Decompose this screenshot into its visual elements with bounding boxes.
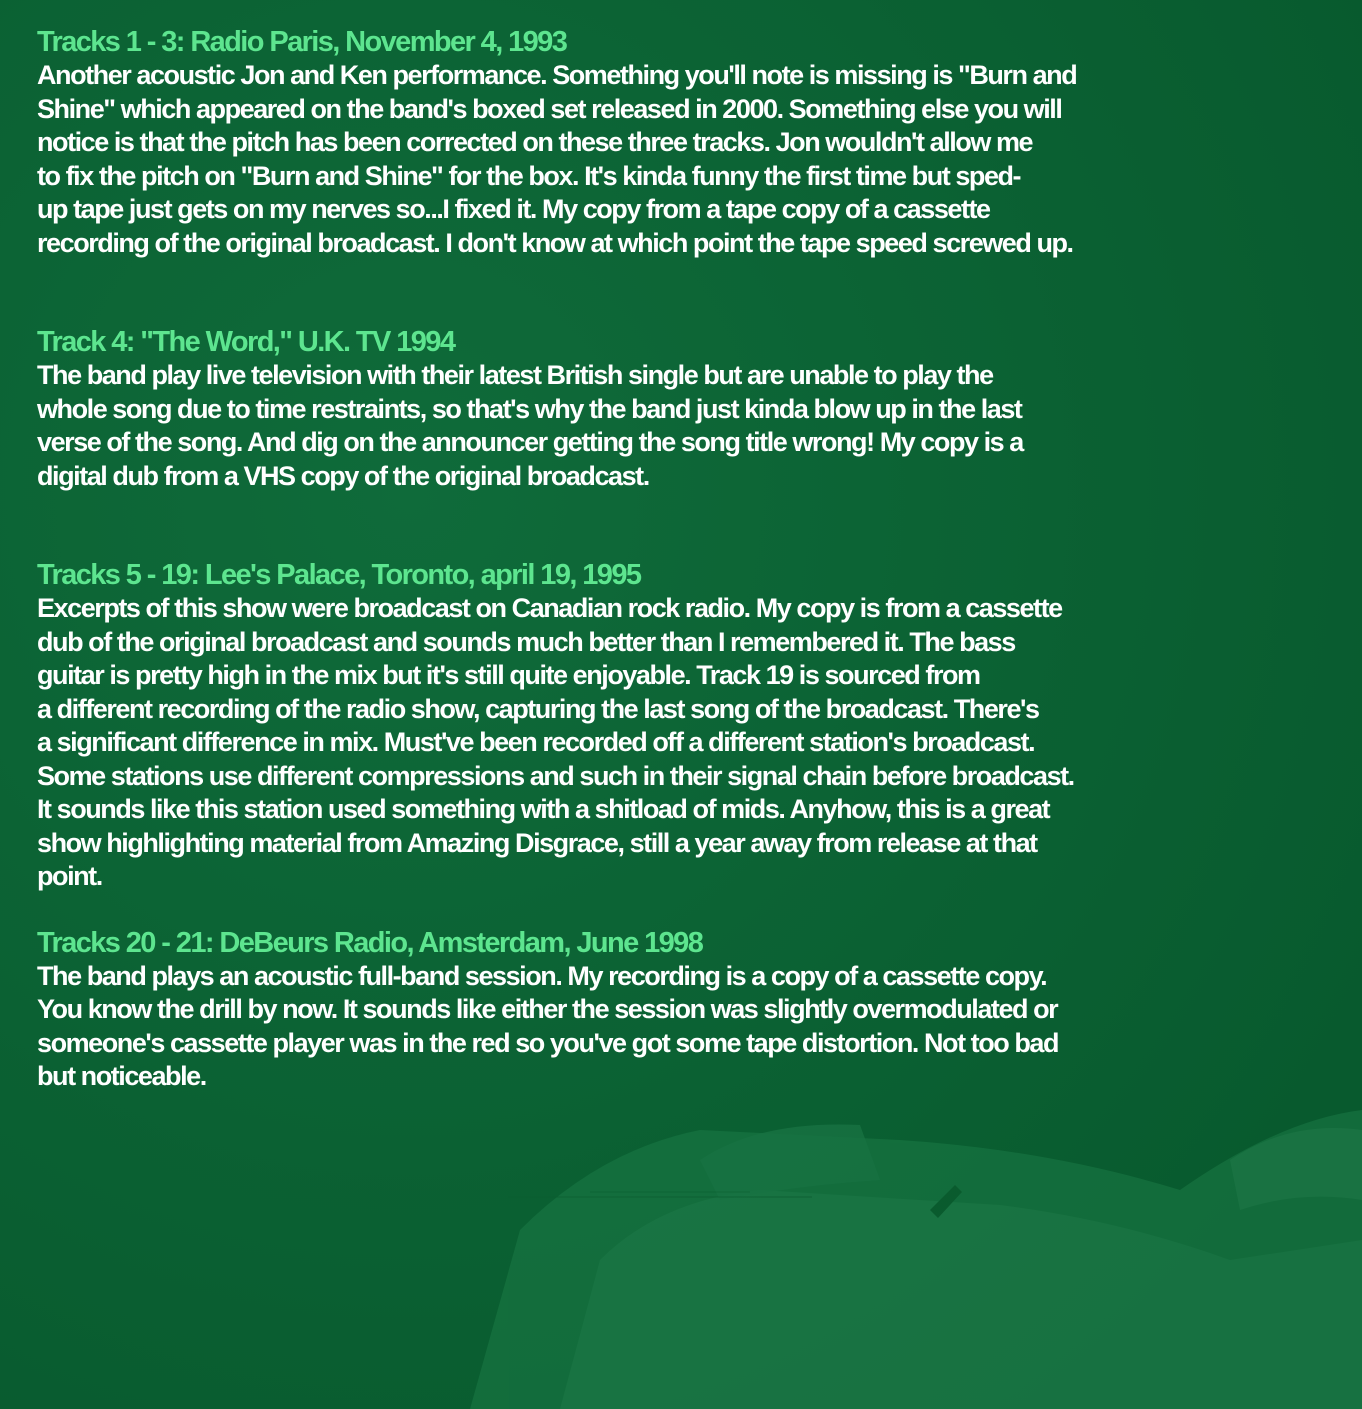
body-line: Excerpts of this show were broadcast on Canadian rock radio. My copy is from a cassette — [37, 593, 1062, 623]
body-line: a significant difference in mix. Must've been recorded off a different station's broadcast. — [37, 727, 1035, 757]
body-line: It sounds like this station used something with a shitload of mids. Anyhow, this is a great — [37, 794, 1050, 824]
body-line: notice is that the pitch has been corrected on these three tracks. Jon wouldn't allow me — [37, 127, 1033, 157]
body-line: up tape just gets on my nerves so...I fixed it. My copy from a tape copy of a cassette — [37, 194, 990, 224]
section-tracks-20-21 — [37, 927, 1327, 1094]
section-body — [37, 592, 1327, 894]
section-title: Track 4: "The Word," U.K. TV 1994 — [37, 326, 455, 358]
body-line: dub of the original broadcast and sounds much better than I remembered it. The bass — [37, 626, 1015, 657]
section-tracks-5-19 — [37, 559, 1327, 894]
body-line: guitar is pretty high in the mix but it's still quite enjoyable. Track 19 is sourced from — [37, 660, 980, 690]
body-line: The band plays an acoustic full-band session. My recording is a copy of a cassette copy. — [37, 960, 1047, 991]
section-track-4 — [37, 326, 1327, 493]
body-line: show highlighting material from Amazing Disgrace, still a year away from release at that — [37, 827, 1037, 858]
section-title: Tracks 5 - 19: Lee's Palace, Toronto, april 19, 1995 — [37, 559, 641, 591]
body-line: recording of the original broadcast. I don't know at which point the tape speed screwed up. — [37, 227, 1073, 258]
body-line: someone's cassette player was in the red so you've got some tape distortion. Not too bad — [37, 1027, 1058, 1058]
body-line: Another acoustic Jon and Ken performance. Something you'll note is missing is "Burn and — [37, 60, 1077, 90]
section-title: Tracks 20 - 21: DeBeurs Radio, Amsterdam, June 1998 — [37, 926, 703, 959]
body-line: a different recording of the radio show, capturing the last song of the broadcast. There's — [37, 693, 1039, 724]
body-line: Some stations use different compressions and such in their signal chain before broadcast. — [37, 760, 1074, 791]
body-line: point. — [37, 861, 102, 891]
body-line: verse of the song. And dig on the announcer getting the song title wrong! My copy is a — [37, 427, 1023, 457]
body-line: whole song due to time restraints, so that's why the band just kinda blow up in the last — [37, 393, 1022, 424]
body-line: to fix the pitch on "Burn and Shine" for the box. It's kinda funny the first time but sped- — [37, 160, 1021, 191]
section-title: Tracks 1 - 3: Radio Paris, November 4, 1993 — [37, 26, 567, 58]
body-line: but noticeable. — [37, 1061, 206, 1091]
section-tracks-1-3 — [37, 26, 1327, 260]
body-line: The band play live television with their latest British single but are unable to play the — [37, 360, 993, 390]
section-body — [37, 59, 1327, 260]
liner-notes — [37, 26, 1327, 1094]
body-line: digital dub from a VHS copy of the original broadcast. — [37, 460, 649, 491]
body-line: You know the drill by now. It sounds like either the session was slightly overmodulated or — [37, 994, 1058, 1024]
section-body — [37, 960, 1327, 1094]
section-body — [37, 359, 1327, 493]
body-line: Shine" which appeared on the band's boxed set released in 2000. Something else you will — [37, 93, 1062, 124]
